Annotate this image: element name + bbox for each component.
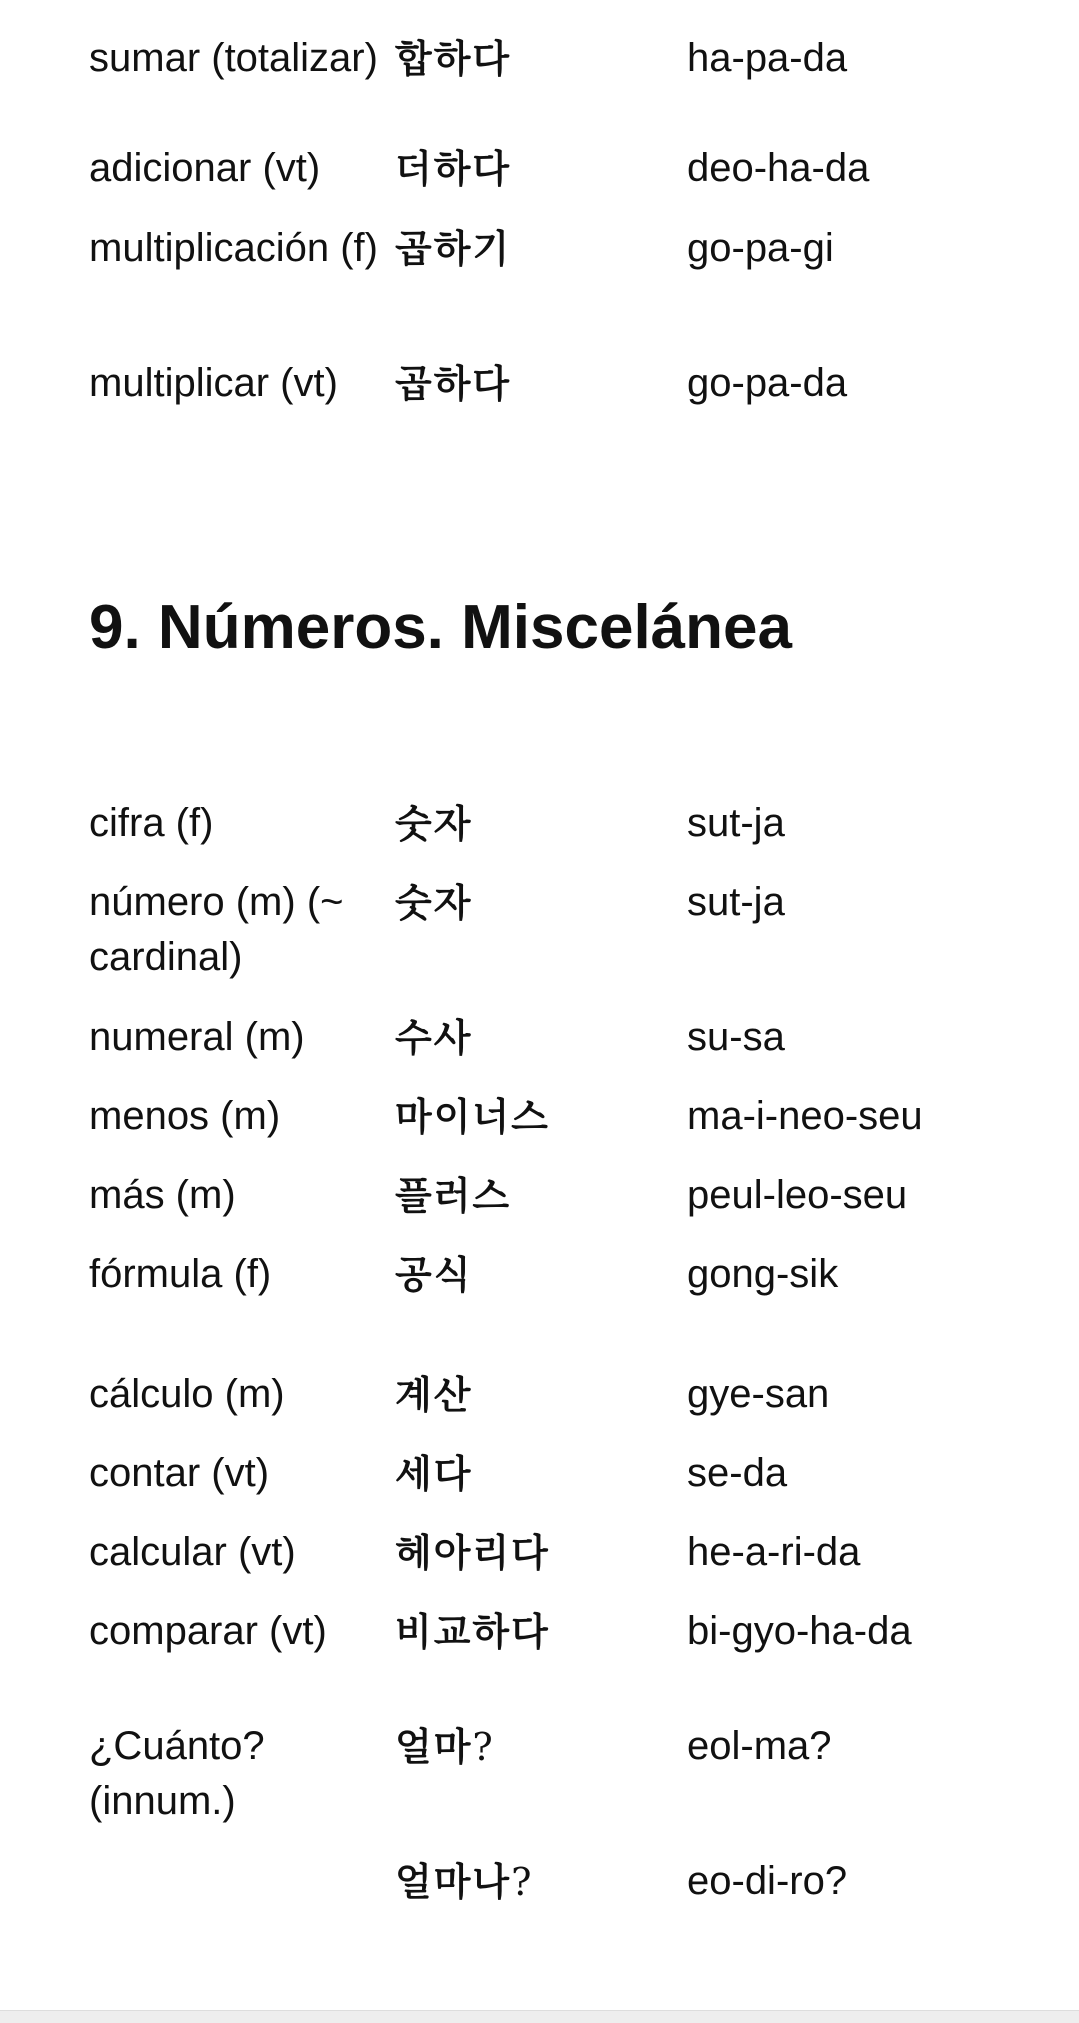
- romanization: go-pa-da: [687, 361, 848, 405]
- spanish-term: multiplicación (f): [89, 226, 378, 270]
- romanization: su-sa: [687, 1015, 785, 1059]
- korean-term: [395, 1854, 687, 1910]
- vocab-row: [89, 796, 1049, 875]
- vocab-row: [89, 1525, 1049, 1604]
- korean-term: 숫자: [395, 801, 473, 846]
- vocab-row: [89, 141, 1049, 221]
- vocab-row: [89, 1604, 1049, 1683]
- vocab-table-top: [89, 31, 1049, 466]
- spanish-term: numeral (m): [89, 1015, 305, 1059]
- spanish-term: adicionar (vt): [89, 146, 321, 190]
- question-mark: ?: [511, 1860, 532, 1904]
- spanish-term: más (m): [89, 1173, 236, 1217]
- vocab-table-b: [89, 1367, 1049, 1683]
- korean-term: 숫자: [395, 880, 473, 925]
- spanish-term: calcular (vt): [89, 1530, 296, 1574]
- vocab-row: [89, 875, 1049, 1010]
- romanization: sut-ja: [687, 801, 785, 845]
- korean-term: 합하다: [395, 36, 512, 81]
- romanization: gye-san: [687, 1372, 830, 1416]
- vocab-row: [89, 356, 1049, 466]
- korean-term: 세다: [395, 1451, 473, 1496]
- korean-term: 수사: [395, 1015, 473, 1060]
- page-bottom-edge: [0, 2010, 1079, 2023]
- romanization: eo-di-ro?: [687, 1859, 848, 1903]
- spanish-term: menos (m): [89, 1094, 281, 1138]
- section-title: 9. Números. Miscelánea: [89, 593, 792, 662]
- korean-word: 얼마나: [395, 1859, 512, 1904]
- korean-term: 계산: [395, 1372, 473, 1417]
- vocab-row: [89, 1247, 1049, 1326]
- spanish-term: sumar (totalizar): [89, 36, 378, 80]
- vocab-table-a: [89, 796, 1049, 1326]
- romanization: ma-i-neo-seu: [687, 1094, 923, 1138]
- spanish-term: multiplicar (vt): [89, 361, 338, 405]
- romanization: se-da: [687, 1451, 788, 1495]
- question-mark: ?: [472, 1725, 493, 1769]
- romanization: ha-pa-da: [687, 36, 848, 80]
- romanization: he-a-ri-da: [687, 1530, 861, 1574]
- vocab-row: [89, 1168, 1049, 1247]
- vocab-row: [89, 221, 1049, 356]
- romanization: peul-leo-seu: [687, 1173, 908, 1217]
- romanization: deo-ha-da: [687, 146, 870, 190]
- spanish-term: comparar (vt): [89, 1609, 327, 1653]
- romanization: gong-sik: [687, 1252, 839, 1296]
- korean-term: 곱하다: [395, 361, 512, 406]
- vocab-row: [89, 1719, 1049, 1854]
- spanish-term: cifra (f): [89, 801, 214, 845]
- spanish-term: número (m) (~ cardinal): [89, 880, 344, 979]
- korean-term: 헤아리다: [395, 1530, 550, 1575]
- romanization: sut-ja: [687, 880, 785, 924]
- romanization: eol-ma?: [687, 1724, 832, 1768]
- korean-term: 비교하다: [395, 1609, 550, 1654]
- spanish-term: fórmula (f): [89, 1252, 272, 1296]
- korean-term: 마이너스: [395, 1094, 550, 1139]
- vocab-row: [89, 1367, 1049, 1446]
- vocab-row: [89, 1089, 1049, 1168]
- korean-term: 플러스: [395, 1173, 512, 1218]
- spanish-term: cálculo (m): [89, 1372, 285, 1416]
- vocab-row: [89, 1446, 1049, 1525]
- romanization: bi-gyo-ha-da: [687, 1609, 912, 1653]
- vocab-row: [89, 1010, 1049, 1089]
- romanization: go-pa-gi: [687, 226, 834, 270]
- vocab-row: [89, 1854, 1049, 1933]
- spanish-term: contar (vt): [89, 1451, 270, 1495]
- korean-word: 얼마: [395, 1724, 473, 1769]
- vocab-row: [89, 31, 1049, 141]
- korean-term: [395, 1719, 687, 1775]
- korean-term: 곱하기: [395, 226, 512, 271]
- spanish-term: ¿Cuánto? (innum.): [89, 1724, 265, 1823]
- korean-term: 더하다: [395, 146, 512, 191]
- vocab-table-c: [89, 1719, 1049, 1933]
- korean-term: 공식: [395, 1252, 473, 1297]
